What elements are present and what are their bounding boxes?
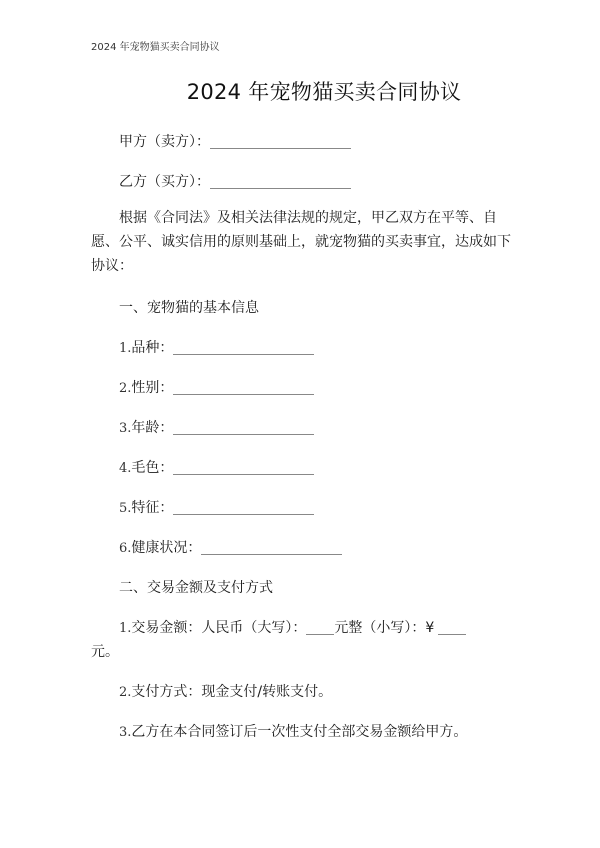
item-health-row (119, 537, 342, 557)
gender-field[interactable] (173, 380, 314, 395)
item-age-row (119, 417, 314, 437)
item-number: 3. (119, 725, 132, 740)
item-number: 3. (119, 421, 132, 436)
item-number: 1. (119, 621, 132, 636)
item-number: 2. (119, 381, 132, 396)
item-label: 品种： (131, 340, 174, 356)
item-number: 2. (119, 685, 132, 700)
amount-label-b: 元整（小写）：¥ (334, 620, 435, 636)
item-label: 健康状况： (131, 540, 202, 556)
item-label: 特征： (131, 500, 174, 516)
payment-method-text: 支付方式：现金支付/转账支付。 (131, 684, 333, 700)
item-label: 性别： (131, 380, 174, 396)
party-b-label: 乙方（买方）： (119, 174, 210, 190)
payment-terms-row (119, 721, 467, 741)
amount-row (119, 617, 466, 637)
item-breed-row (119, 337, 314, 357)
amount-figures-field[interactable] (438, 620, 466, 635)
preamble-paragraph: 根据《合同法》及相关法律法规的规定，甲乙双方在平等、自愿、公平、诚实信用的原则基础上，就宠物猫的买卖事宜，达成如下协议： (91, 210, 511, 274)
running-header: 2024 年宠物猫买卖合同协议 (91, 42, 220, 53)
item-features-row (119, 497, 314, 517)
section-1-heading: 一、宠物猫的基本信息 (119, 300, 259, 316)
party-a-field[interactable] (210, 134, 351, 149)
item-gender-row (119, 377, 314, 397)
item-label: 年龄： (131, 420, 174, 436)
health-field[interactable] (201, 540, 342, 555)
amount-label-a: 交易金额：人民币（大写）： (131, 620, 307, 636)
color-field[interactable] (173, 460, 314, 475)
item-number: 6. (119, 541, 132, 556)
item-color-row (119, 457, 314, 477)
item-label: 毛色： (131, 460, 174, 476)
amount-row-continuation: 元。 (91, 644, 119, 660)
section-2-heading: 二、交易金额及支付方式 (119, 580, 273, 596)
party-b-row (119, 171, 351, 191)
party-b-field[interactable] (210, 174, 351, 189)
item-number: 5. (119, 501, 132, 516)
features-field[interactable] (173, 500, 314, 515)
amount-words-field[interactable] (306, 620, 334, 635)
item-number: 4. (119, 461, 132, 476)
payment-terms-text: 乙方在本合同签订后一次性支付全部交易金额给甲方。 (131, 724, 468, 740)
document-title: 2024 年宠物猫买卖合同协议 (186, 80, 462, 104)
breed-field[interactable] (173, 340, 314, 355)
age-field[interactable] (173, 420, 314, 435)
party-a-label: 甲方（卖方）： (119, 134, 210, 150)
party-a-row (119, 131, 351, 151)
payment-method-row (119, 681, 332, 701)
item-number: 1. (119, 341, 132, 356)
